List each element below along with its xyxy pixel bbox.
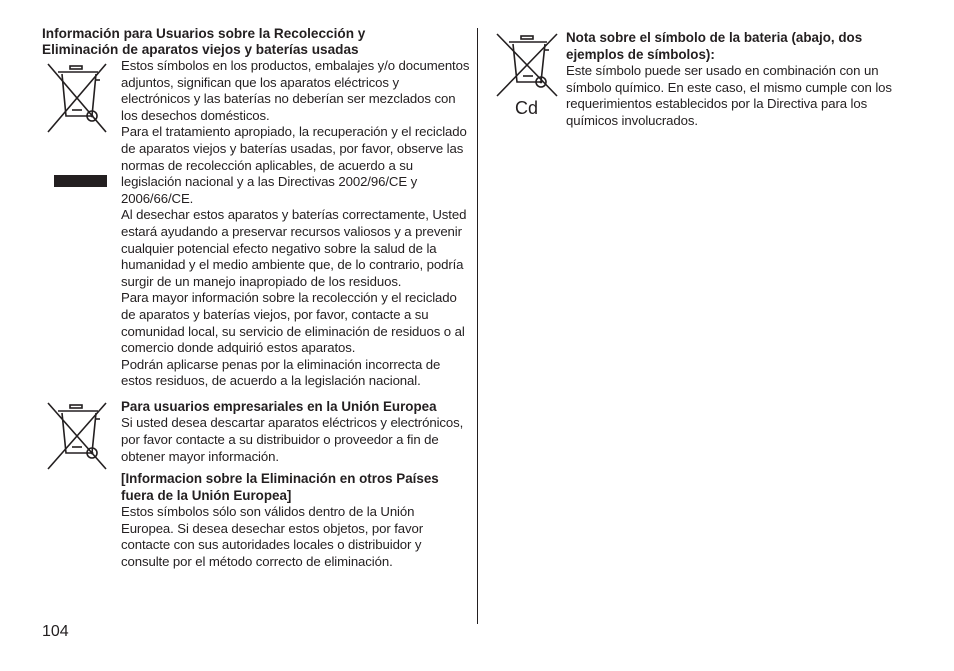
main-title: Información para Usuarios sobre la Recolección y Eliminación de aparatos viejos y baterías usadas (42, 26, 366, 57)
business-title: Para usuarios empresariales en la Unión Europea (121, 398, 437, 414)
chemical-symbol: Cd (515, 98, 539, 118)
intro-paragraph: Podrán aplicarse penas por la eliminación incorrecta de estos residuos, de acuerdo a la legislación nacional. (121, 356, 441, 389)
black-bar (54, 175, 107, 187)
outside-eu-text: Estos símbolos sólo son válidos dentro de la Unión Europea. Si desea desechar estos objetos, por favor contacte con sus autoridades locales o distribuidor y consulte por el método correcto de eliminación. (121, 504, 424, 569)
crossed-out-wheelie-bin-icon (42, 399, 114, 471)
business-section (42, 399, 470, 571)
intro-paragraph: Al desechar estos aparatos y baterías correctamente, Usted estará ayudando a preservar recursos valiosos y a prevenir cualquier potencial efecto negativo sobre la salud de la humanidad y el medio ambiente que, de lo contrario, podría surgir de un manejo inapropiado de los residuos. (121, 207, 467, 289)
crossed-out-wheelie-bin-icon (42, 58, 114, 158)
battery-note-title: Nota sobre el símbolo de la bateria (abajo, dos ejemplos de símbolos): (566, 30, 863, 62)
intro-section (42, 58, 470, 390)
battery-note-text: Este símbolo puede ser usado en combinación con un símbolo químico. En este caso, el mismo cumple con los requerimientos establecidos por la Directiva para los químicos involucrados. (566, 63, 892, 128)
business-text: Si usted desea descartar aparatos eléctricos y electrónicos, por favor contacte a su distribuidor o proveedor a fin de obtener mayor información. (121, 415, 464, 464)
intro-paragraph: Para mayor información sobre la recolección y el reciclado de aparatos y baterías viejos, por favor, contacte a su comunidad local, su servicio de eliminación de residuos o al comercio donde adquirió estos aparatos. (121, 290, 465, 356)
crossed-out-wheelie-bin-icon (495, 30, 561, 100)
column-divider (477, 28, 478, 624)
outside-eu-title: [Informacion sobre la Eliminación en otros Países fuera de la Unión Europea] (121, 471, 439, 503)
left-column (42, 26, 470, 571)
intro-paragraph: Estos símbolos en los productos, embalajes y/o documentos adjuntos, significan que los aparatos eléctricos y electrónicos y las baterías no deberían ser mezclados con los desechos domésticos. (121, 58, 470, 123)
right-column (495, 30, 915, 129)
intro-paragraph: Para el tratamiento apropiado, la recuperación y el reciclado de aparatos viejos y baterías usadas, por favor, observe las normas de recolección aplicables, de acuerdo a su legislación nacional y a las Directivas 2002/96/CE y 2006/66/CE. (121, 124, 467, 206)
page-number: 104 (42, 623, 69, 640)
